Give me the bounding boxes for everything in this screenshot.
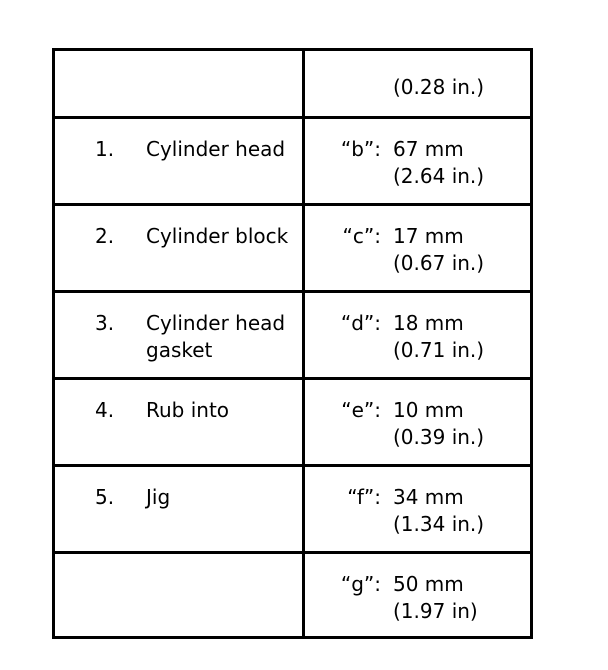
dimension-code: “c”: bbox=[342, 224, 381, 248]
part-cell bbox=[54, 292, 304, 379]
dimension-value bbox=[393, 571, 527, 625]
dimension-inches: (0.67 in.) bbox=[393, 251, 485, 275]
table-row bbox=[54, 205, 532, 292]
part-cell bbox=[54, 379, 304, 466]
dimension-value bbox=[393, 397, 527, 451]
table-row bbox=[54, 466, 532, 553]
dimension-mm: 50 mm bbox=[393, 572, 464, 596]
dimension-code: “e”: bbox=[341, 398, 381, 422]
part-name: Cylinder block bbox=[146, 224, 289, 248]
dimension-code: “b”: bbox=[340, 137, 381, 161]
part-cell bbox=[54, 553, 304, 638]
dimension-mm: 10 mm bbox=[393, 398, 464, 422]
dimension-value bbox=[393, 484, 527, 538]
dimension-inches: (1.34 in.) bbox=[393, 512, 485, 536]
part-number: 2. bbox=[95, 224, 115, 248]
dimension-mm: 17 mm bbox=[393, 224, 464, 248]
dimension-cell bbox=[304, 379, 532, 466]
table-row bbox=[54, 118, 532, 205]
dimension-mm: 18 mm bbox=[393, 311, 464, 335]
dimension-code: “f”: bbox=[347, 485, 381, 509]
part-name: Cylinder head gasket bbox=[146, 311, 286, 362]
part-cell bbox=[54, 466, 304, 553]
table-row bbox=[54, 50, 532, 118]
part-name: Rub into bbox=[146, 398, 230, 422]
part-number: 4. bbox=[95, 398, 115, 422]
dimension-value bbox=[393, 136, 527, 190]
part-number: 5. bbox=[95, 485, 115, 509]
dimension-cell bbox=[304, 205, 532, 292]
dimension-cell bbox=[304, 118, 532, 205]
dimension-cell bbox=[304, 466, 532, 553]
dimension-inches: (0.71 in.) bbox=[393, 338, 485, 362]
table-row bbox=[54, 379, 532, 466]
part-cell bbox=[54, 205, 304, 292]
dimension-code: “g”: bbox=[340, 572, 381, 596]
part-cell bbox=[54, 118, 304, 205]
table-row bbox=[54, 292, 532, 379]
dimension-inches: (0.39 in.) bbox=[393, 425, 485, 449]
dimension-mm: 67 mm bbox=[393, 137, 464, 161]
part-name: Cylinder head bbox=[146, 137, 286, 161]
part-name: Jig bbox=[146, 485, 171, 509]
dimension-cell bbox=[304, 50, 532, 118]
dimension-mm: 34 mm bbox=[393, 485, 464, 509]
dimension-inches: (0.28 in.) bbox=[393, 75, 485, 99]
dimension-inches: (1.97 in) bbox=[393, 599, 478, 623]
dimension-cell bbox=[304, 292, 532, 379]
table-row bbox=[54, 553, 532, 638]
dimension-inches: (2.64 in.) bbox=[393, 164, 485, 188]
part-number: 3. bbox=[95, 311, 115, 335]
dimension-value bbox=[393, 223, 527, 277]
dimension-value bbox=[393, 74, 527, 101]
dimension-cell bbox=[304, 553, 532, 638]
dimension-value bbox=[393, 310, 527, 364]
dimension-code: “d”: bbox=[340, 311, 381, 335]
parts-dimension-table bbox=[52, 48, 533, 639]
part-number: 1. bbox=[95, 137, 115, 161]
part-cell bbox=[54, 50, 304, 118]
